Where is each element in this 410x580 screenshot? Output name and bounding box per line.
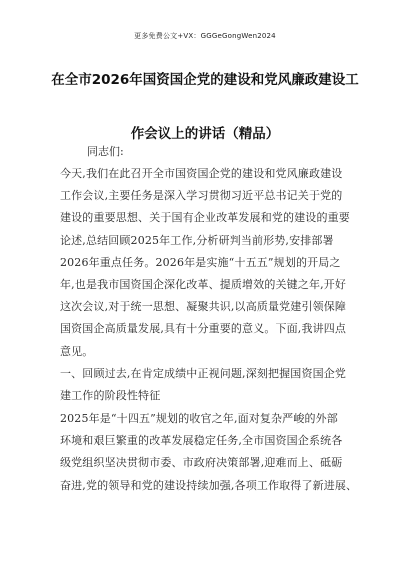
section-heading-line: 一、回顾过去,在肯定成绩中正视问题,深刻把握国资国企党 [60, 367, 347, 380]
intro-line: 工作会议,主要任务是深入学习贯彻习近平总书记关于党的 [60, 189, 343, 203]
intro-line: 这次会议,对于统一思想、凝聚共识,以高质量党建引领保障 [60, 300, 347, 314]
intro-line: 论述,总结回顾2025年工作,分析研判当前形势,安排部署 [60, 233, 334, 247]
intro-line: 年,也是我市国资国企深化改革、提质增效的关键之年,开好 [60, 278, 347, 292]
intro-paragraph [60, 163, 380, 363]
section-heading-line: 建工作的阶段性特征 [60, 389, 161, 403]
body-line: 2025年是“十四五”规划的收官之年,面对复杂严峻的外部 [60, 412, 338, 425]
salutation: 同志们: [87, 145, 124, 158]
intro-line: 今天,我们在此召开全市国资国企党的建设和党风廉政建设 [60, 167, 343, 180]
intro-line: 意见。 [60, 344, 94, 358]
intro-line: 2026年重点任务。2026年是实施“十五五”规划的开局之 [60, 255, 341, 269]
document-title-line-2: 作会议上的讲话（精品） [130, 126, 280, 142]
body-line: 奋进,党的领导和党的建设持续加强,各项工作取得了新进展、 [60, 478, 358, 492]
document-title-line-1: 在全市2026年国资国企党的建设和党风廉政建设工 [51, 72, 359, 88]
body-line: 级党组织坚决贯彻市委、市政府决策部署,迎难而上、砥砺 [60, 456, 343, 470]
body-line: 环境和艰巨繁重的改革发展稳定任务,全市国资国企系统各 [60, 434, 343, 448]
intro-line: 国资国企高质量发展,具有十分重要的意义。下面,我讲四点 [60, 322, 347, 336]
intro-line: 建设的重要思想、关于国有企业改革发展和党的建设的重要 [60, 211, 350, 225]
header-note: 更多免费公文+VX：GGGeGongWen2024 [134, 32, 276, 40]
section-1-body [60, 408, 380, 497]
section-1-heading [60, 363, 380, 407]
